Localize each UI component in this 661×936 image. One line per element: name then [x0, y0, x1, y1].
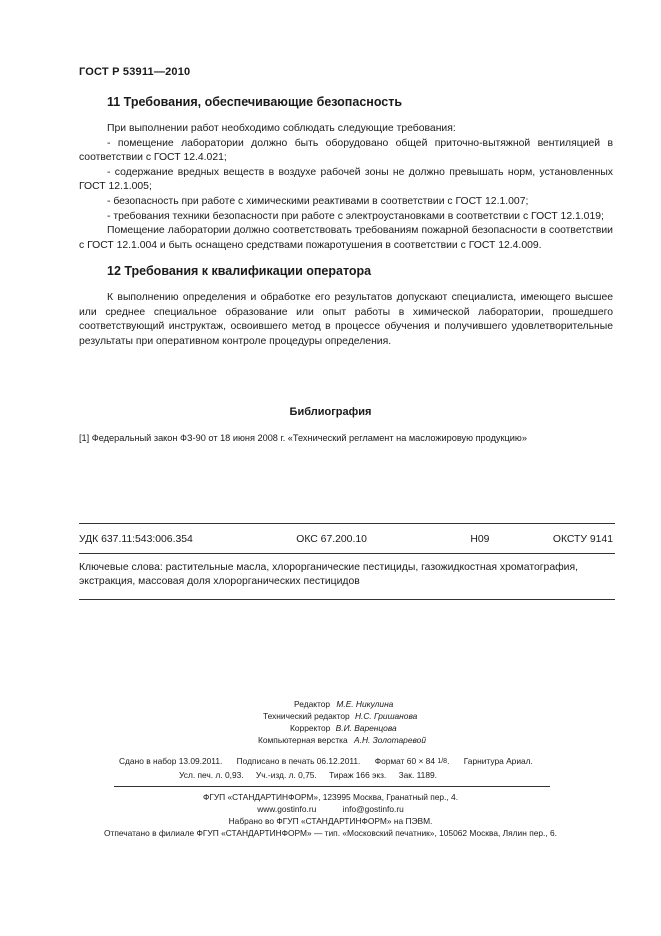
section-11-intro: При выполнении работ необходимо соблюдать следующие требования: [107, 123, 456, 134]
group-code: Н09 [470, 534, 490, 545]
section-11-body [79, 122, 613, 253]
print-sheets: Усл. печ. л. 0,93. [179, 770, 244, 780]
website[interactable]: www.gostinfo.ru [257, 804, 317, 814]
divider [79, 523, 615, 524]
bibliography-item: [1] Федеральный закон ФЗ-90 от 18 июня 2008 г. «Технический регламент на масложировую продукцию» [79, 433, 527, 443]
format-fraction: 1/8 [437, 758, 448, 766]
section-11-closing: Помещение лаборатории должно соответствовать требованиям пожарной безопасности в соответствии с ГОСТ 12.1.004 и быть оснащено средствами пожаротушения в соответствии с ГОСТ 12.4.009. [79, 225, 613, 251]
list-item: - требования техники безопасности при работе с электроустановками в соответствии с ГОСТ 12.1.019; [107, 210, 604, 222]
classification-row [79, 534, 613, 545]
typeface: Гарнитура Ариал. [463, 756, 533, 766]
order-number: Зак. 1189. [398, 770, 437, 780]
divider [79, 553, 615, 554]
okstu-code: ОКСТУ 9141 [552, 534, 613, 545]
udk-code: УДК 637.11:543:006.354 [79, 534, 193, 545]
layout-label: Компьютерная верстка [258, 735, 348, 745]
print-date: Подписано в печать 06.12.2011. [236, 756, 361, 766]
format [375, 756, 450, 766]
document-code: ГОСТ Р 53911—2010 [79, 66, 191, 78]
corrector-line [290, 723, 397, 733]
email[interactable]: info@gostinfo.ru [342, 804, 404, 814]
typeset-note: Набрано во ФГУП «СТАНДАРТИНФОРМ» на ПЭВМ. [228, 816, 433, 826]
list-item: - содержание вредных веществ в воздухе рабочей зоны не должно превышать норм, установленных ГОСТ 12.1.005; [79, 166, 613, 193]
corrector-label: Корректор [290, 723, 331, 733]
layout-name: А.Н. Золотаревой [354, 735, 426, 745]
tech-editor-line [263, 711, 417, 721]
section-12-text: К выполнению определения и обработке его результатов допускают специалиста, имеющего высшее или среднее специальное образование или опыт работы в химической лаборатории, прошедшего соответствующий инструктаж, освоившего метод в процессе обучения и получившего удовлетворительные результаты при оперативном контроле процедуры определения. [79, 292, 613, 347]
publisher: ФГУП «СТАНДАРТИНФОРМ», 123995 Москва, Гранатный пер., 4. [202, 792, 459, 802]
bibliography-title: Библиография [289, 406, 372, 418]
section-11-title: 11 Требования, обеспечивающие безопасность [107, 95, 403, 109]
format-prefix: Формат 60 × 84 [374, 756, 435, 766]
format-suffix: . [447, 756, 450, 766]
section-12-body [79, 291, 613, 349]
contacts-line [0, 804, 661, 814]
print-details-line-2 [179, 770, 437, 780]
printed-note: Отпечатано в филиале ФГУП «СТАНДАРТИНФОРМ» — тип. «Московский печатник», 105062 Москва, Лялин пер., 6. [103, 828, 558, 838]
keywords: Ключевые слова: растительные масла, хлорорганические пестициды, газожидкостная хроматография, экстракция, массовая доля хлорорганических пестицидов [79, 562, 578, 587]
corrector-name: В.И. Варенцова [335, 723, 397, 733]
oks-code: ОКС 67.200.10 [296, 534, 367, 545]
list-item: - помещение лаборатории должно быть оборудовано общей приточно-вытяжной вентиляцией в соответствии с ГОСТ 12.4.021; [79, 137, 613, 164]
list-item: - безопасность при работе с химическими реактивами в соответствии с ГОСТ 12.1.007; [107, 195, 529, 207]
pub-sheets: Уч.-изд. л. 0,75. [255, 770, 317, 780]
format-num: 1 [437, 758, 442, 766]
set-date: Сдано в набор 13.09.2011. [119, 756, 223, 766]
layout-line [258, 735, 426, 745]
divider [79, 599, 615, 600]
tech-editor-label: Технический редактор [263, 711, 350, 721]
editor-label: Редактор [294, 699, 331, 709]
divider [114, 786, 550, 787]
section-12-title: 12 Требования к квалификации оператора [107, 264, 372, 278]
editor-line [294, 699, 393, 709]
editor-name: М.Е. Никулина [336, 699, 394, 709]
format-den: 8 [443, 758, 448, 766]
print-details-line-1 [119, 756, 533, 766]
circulation: Тираж 166 экз. [329, 770, 387, 780]
tech-editor-name: Н.С. Гришанова [354, 711, 418, 721]
